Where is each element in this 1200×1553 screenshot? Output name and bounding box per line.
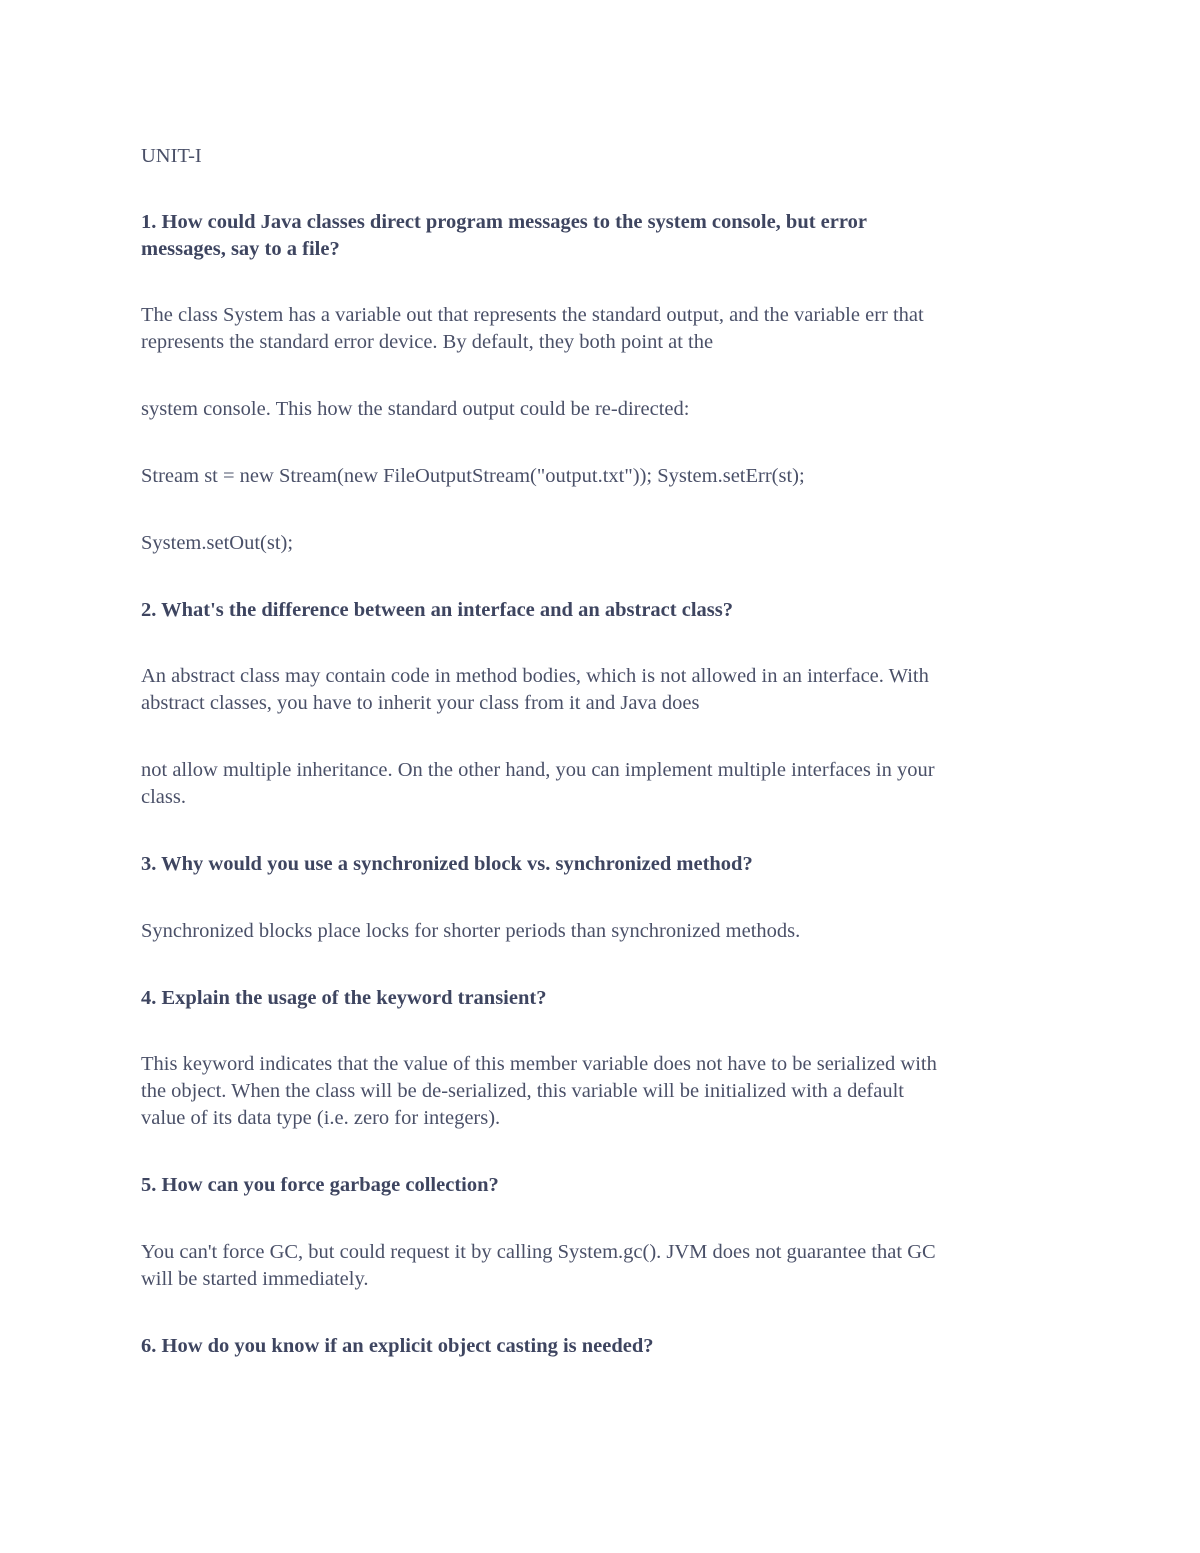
answer-5-line-2: will be started immediately. <box>141 1268 369 1290</box>
question-2: 2. What's the difference between an interface and an abstract class? <box>141 599 733 621</box>
question-3: 3. Why would you use a synchronized block vs. synchronized method? <box>141 853 753 875</box>
answer-1-line-2: represents the standard error device. By default, they both point at the <box>141 331 714 353</box>
answer-2-line-4: class. <box>141 786 186 808</box>
answer-1-line-3: system console. This how the standard output could be re-directed: <box>141 398 690 420</box>
answer-4-line-2: the object. When the class will be de-serialized, this variable will be initialized with a default <box>141 1080 904 1102</box>
answer-2-line-2: abstract classes, you have to inherit your class from it and Java does <box>141 692 700 714</box>
answer-2-line-3: not allow multiple inheritance. On the other hand, you can implement multiple interfaces in your <box>141 759 935 781</box>
unit-title: UNIT-I <box>141 145 202 167</box>
answer-4-line-3: value of its data type (i.e. zero for integers). <box>141 1107 501 1129</box>
answer-5-line-1: You can't force GC, but could request it by calling System.gc(). JVM does not guarantee that GC <box>141 1241 936 1263</box>
code-line-1: Stream st = new Stream(new FileOutputStream("output.txt")); System.setErr(st); <box>141 465 805 487</box>
answer-1-line-1: The class System has a variable out that represents the standard output, and the variable err that <box>141 304 924 326</box>
question-6: 6. How do you know if an explicit object casting is needed? <box>141 1335 654 1357</box>
answer-2-line-1: An abstract class may contain code in method bodies, which is not allowed in an interface. With <box>141 665 929 687</box>
question-4: 4. Explain the usage of the keyword transient? <box>141 987 547 1009</box>
answer-4-line-1: This keyword indicates that the value of this member variable does not have to be serialized with <box>141 1053 937 1075</box>
question-5: 5. How can you force garbage collection? <box>141 1174 499 1196</box>
answer-3: Synchronized blocks place locks for shorter periods than synchronized methods. <box>141 920 801 942</box>
question-1-line-1: 1. How could Java classes direct program messages to the system console, but error <box>141 211 867 233</box>
code-line-2: System.setOut(st); <box>141 532 294 554</box>
question-1-line-2: messages, say to a file? <box>141 238 340 260</box>
